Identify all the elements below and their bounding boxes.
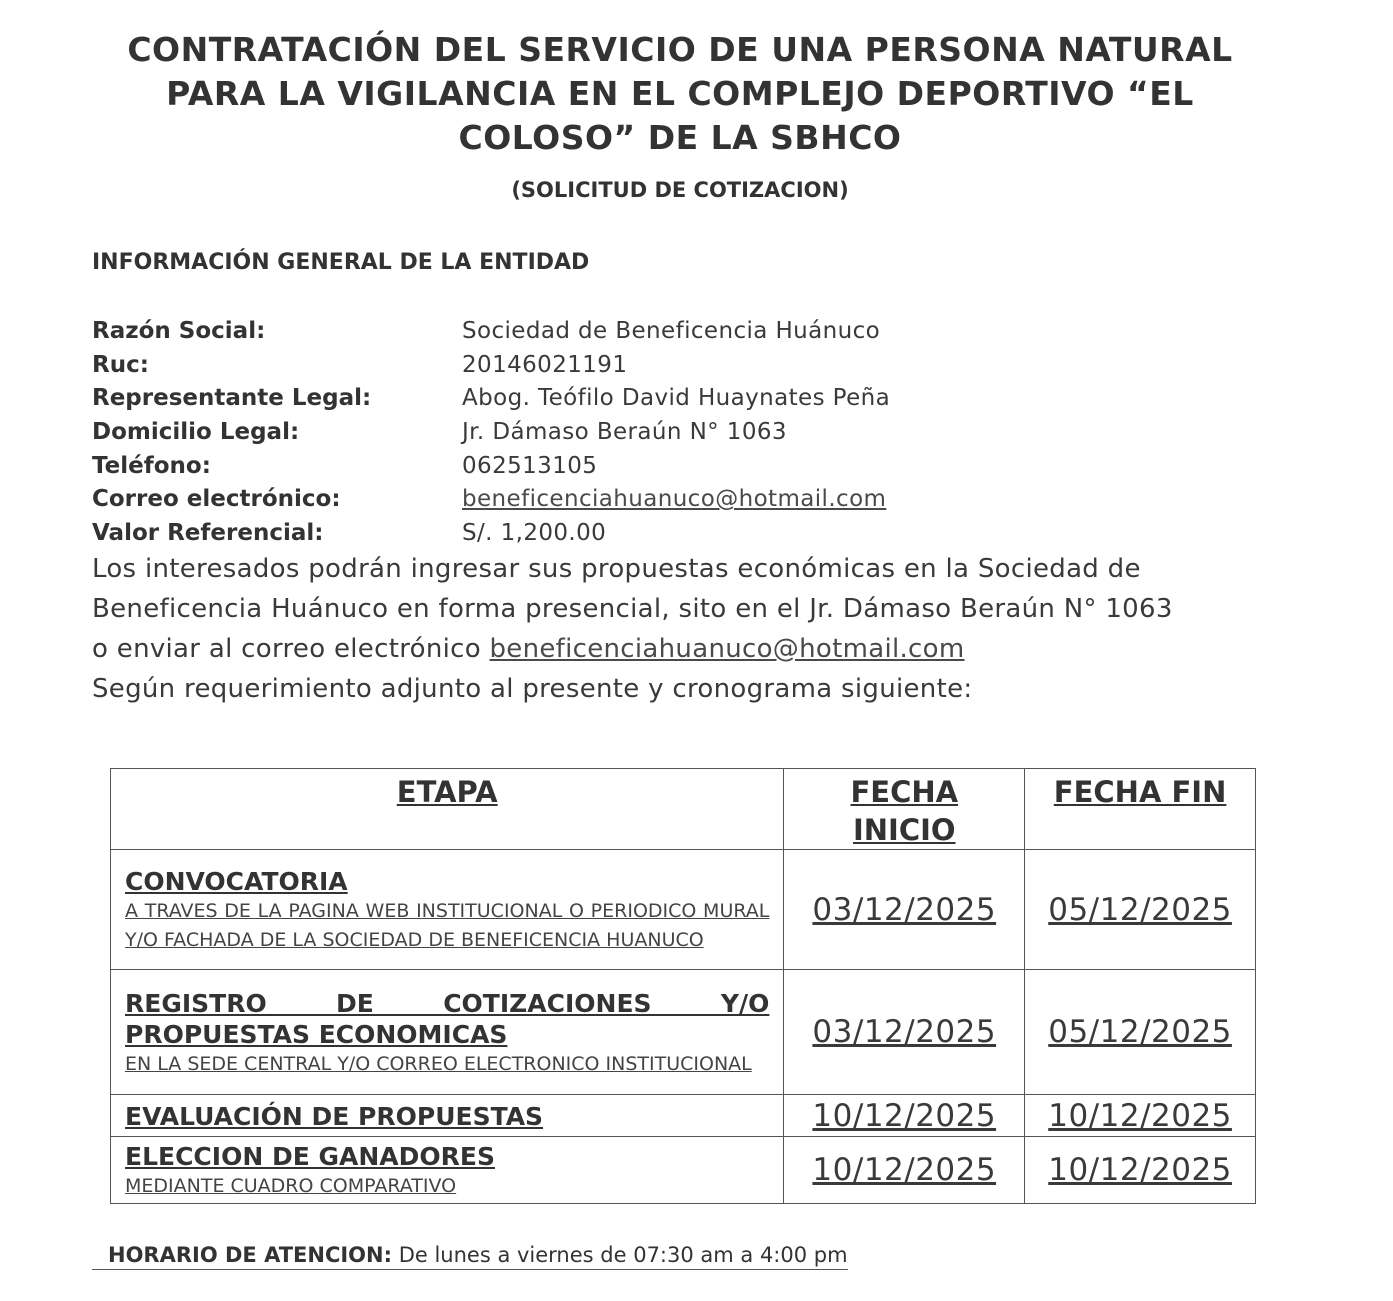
info-value: 062513105 (462, 452, 598, 479)
end-date: 05/12/2025 (1025, 970, 1256, 1095)
table-row (111, 1137, 1256, 1204)
header-fecha-inicio-line1: FECHA (850, 775, 959, 809)
header-etapa: ETAPA (111, 769, 784, 850)
info-label: Valor Referencial: (92, 519, 324, 546)
info-row-correo (92, 482, 1292, 516)
info-value: 20146021191 (462, 351, 628, 378)
start-date: 03/12/2025 (784, 850, 1025, 970)
start-date: 10/12/2025 (784, 1137, 1025, 1204)
schedule-table (110, 768, 1256, 1204)
paragraph-line-3-prefix: o enviar al correo electrónico (92, 634, 490, 664)
end-date: 05/12/2025 (1025, 850, 1256, 970)
stage-description: EN LA SEDE CENTRAL Y/O CORREO ELECTRONICO INSTITUCIONAL (125, 1052, 752, 1075)
end-date: 10/12/2025 (1025, 1137, 1256, 1204)
stage-cell (111, 850, 784, 970)
stage-cell (111, 1095, 784, 1137)
info-row-telefono (92, 449, 1292, 483)
stage-name: CONVOCATORIA (125, 867, 348, 896)
info-value: S/. 1,200.00 (462, 519, 607, 546)
header-fecha-inicio-line2: INICIO (852, 813, 956, 847)
stage-description: MEDIANTE CUADRO COMPARATIVO (125, 1175, 457, 1197)
paragraph-line-3 (92, 629, 1274, 669)
office-hours (92, 1243, 848, 1270)
stage-cell (111, 1137, 784, 1204)
table-row (111, 970, 1256, 1095)
info-row-valor-referencial (92, 516, 1292, 550)
end-date: 10/12/2025 (1025, 1095, 1256, 1137)
info-label: Razón Social: (92, 317, 266, 344)
title-line-2: PARA LA VIGILANCIA EN EL COMPLEJO DEPORTIVO “EL (166, 74, 1194, 113)
info-label: Correo electrónico: (92, 486, 341, 513)
stage-name: ELECCION DE GANADORES (125, 1142, 495, 1171)
table-header-row (111, 769, 1256, 850)
paragraph-line-2: Beneficencia Huánuco en forma presencial, sito en el Jr. Dámaso Beraún N° 1063 (92, 594, 1173, 624)
stage-description: A TRAVES DE LA PAGINA WEB INSTITUCIONAL O PERIODICO MURAL Y/O FACHADA DE LA SOCIEDAD DE BENEFICENCIA HUANUCO (125, 900, 770, 951)
info-value: Abog. Teófilo David Huaynates Peña (462, 385, 891, 412)
info-label: Domicilio Legal: (92, 418, 300, 445)
instructions-paragraph (92, 549, 1274, 709)
title-line-1: CONTRATACIÓN DEL SERVICIO DE UNA PERSONA NATURAL (127, 30, 1233, 69)
info-row-razon-social (92, 314, 1292, 348)
office-hours-text: De lunes a viernes de 07:30 am a 4:00 pm (392, 1243, 848, 1267)
stage-name: REGISTRO DE COTIZACIONES Y/O PROPUESTAS ECONOMICAS (125, 988, 770, 1049)
stage-name: EVALUACIÓN DE PROPUESTAS (125, 1102, 544, 1131)
document-title (100, 28, 1260, 160)
info-value: Sociedad de Beneficencia Huánuco (462, 317, 881, 344)
paragraph-line-1: Los interesados podrán ingresar sus propuestas económicas en la Sociedad de (92, 554, 1141, 584)
info-row-ruc (92, 348, 1292, 382)
title-line-3: COLOSO” DE LA SBHCO (458, 118, 902, 157)
table-row (111, 850, 1256, 970)
start-date: 03/12/2025 (784, 970, 1025, 1095)
email-link[interactable]: beneficenciahuanuco@hotmail.com (462, 486, 887, 513)
paragraph-line-4: Según requerimiento adjunto al presente y cronograma siguiente: (92, 674, 973, 704)
paragraph-email-link[interactable]: beneficenciahuanuco@hotmail.com (489, 634, 965, 664)
entity-info (92, 314, 1292, 550)
office-hours-label: HORARIO DE ATENCION: (108, 1243, 393, 1267)
stage-cell (111, 970, 784, 1095)
info-label: Representante Legal: (92, 385, 372, 412)
info-row-representante (92, 381, 1292, 415)
info-label: Ruc: (92, 351, 149, 378)
header-fecha-inicio (784, 769, 1025, 850)
header-fecha-fin: FECHA FIN (1025, 769, 1256, 850)
document-subtitle: (SOLICITUD DE COTIZACION) (511, 178, 849, 202)
table-row (111, 1095, 1256, 1137)
section-heading: INFORMACIÓN GENERAL DE LA ENTIDAD (92, 250, 590, 275)
info-row-domicilio (92, 415, 1292, 449)
info-value: Jr. Dámaso Beraún N° 1063 (462, 418, 787, 445)
start-date: 10/12/2025 (784, 1095, 1025, 1137)
info-label: Teléfono: (92, 452, 211, 479)
